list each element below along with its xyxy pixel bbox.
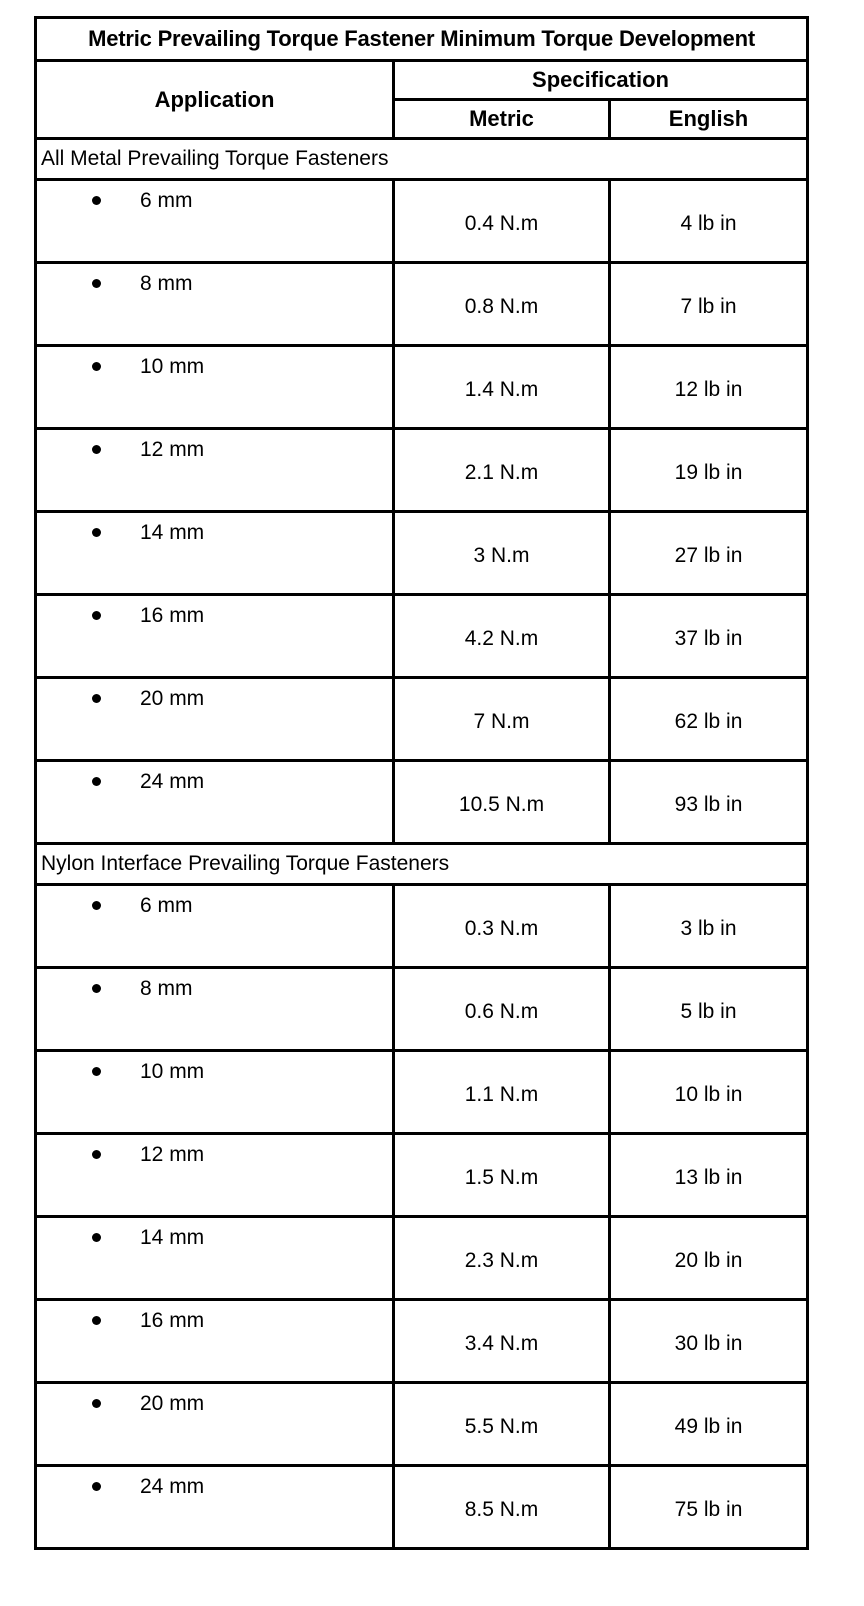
- bullet-icon: [92, 1316, 101, 1325]
- metric-header: Metric: [394, 100, 610, 139]
- fastener-size: 10 mm: [140, 355, 205, 378]
- application-cell: [36, 968, 394, 1051]
- table-row: [36, 429, 808, 512]
- english-value: 13 lb in: [610, 1134, 808, 1217]
- english-value: 27 lb in: [610, 512, 808, 595]
- table-body: [36, 18, 808, 1549]
- bullet-icon: [92, 1233, 101, 1242]
- bullet-icon: [92, 694, 101, 703]
- application-cell: [36, 595, 394, 678]
- metric-value: 0.4 N.m: [394, 180, 610, 263]
- application-cell: [36, 180, 394, 263]
- table-row: [36, 263, 808, 346]
- english-value: 37 lb in: [610, 595, 808, 678]
- fastener-size: 24 mm: [140, 1475, 205, 1498]
- table-row: [36, 180, 808, 263]
- english-value: 12 lb in: [610, 346, 808, 429]
- bullet-icon: [92, 1067, 101, 1076]
- metric-value: 4.2 N.m: [394, 595, 610, 678]
- english-value: 30 lb in: [610, 1300, 808, 1383]
- table-row: [36, 1383, 808, 1466]
- fastener-size: 14 mm: [140, 1226, 205, 1249]
- fastener-size: 6 mm: [140, 189, 193, 212]
- application-cell: [36, 263, 394, 346]
- section-label: Nylon Interface Prevailing Torque Fasteners: [36, 844, 808, 885]
- bullet-icon: [92, 445, 101, 454]
- table-row: [36, 1466, 808, 1549]
- bullet-icon: [92, 611, 101, 620]
- bullet-icon: [92, 777, 101, 786]
- table-row: [36, 512, 808, 595]
- table-row: [36, 1217, 808, 1300]
- english-value: 10 lb in: [610, 1051, 808, 1134]
- metric-value: 8.5 N.m: [394, 1466, 610, 1549]
- bullet-icon: [92, 528, 101, 537]
- english-value: 4 lb in: [610, 180, 808, 263]
- metric-value: 7 N.m: [394, 678, 610, 761]
- fastener-size: 12 mm: [140, 1143, 205, 1166]
- metric-value: 1.1 N.m: [394, 1051, 610, 1134]
- application-cell: [36, 1134, 394, 1217]
- specification-header: Specification: [394, 61, 808, 100]
- fastener-size: 6 mm: [140, 894, 193, 917]
- fastener-size: 8 mm: [140, 977, 193, 1000]
- application-cell: [36, 761, 394, 844]
- bullet-icon: [92, 1399, 101, 1408]
- metric-value: 2.3 N.m: [394, 1217, 610, 1300]
- fastener-size: 8 mm: [140, 272, 193, 295]
- bullet-icon: [92, 279, 101, 288]
- bullet-icon: [92, 1150, 101, 1159]
- application-cell: [36, 1383, 394, 1466]
- application-cell: [36, 429, 394, 512]
- application-cell: [36, 1300, 394, 1383]
- english-value: 62 lb in: [610, 678, 808, 761]
- table-row: [36, 595, 808, 678]
- application-cell: [36, 512, 394, 595]
- title-row: [36, 18, 808, 61]
- fastener-size: 10 mm: [140, 1060, 205, 1083]
- header-row-1: [36, 61, 808, 100]
- table-row: [36, 885, 808, 968]
- application-cell: [36, 678, 394, 761]
- fastener-size: 14 mm: [140, 521, 205, 544]
- bullet-icon: [92, 196, 101, 205]
- metric-value: 5.5 N.m: [394, 1383, 610, 1466]
- application-header: Application: [36, 61, 394, 139]
- fastener-size: 24 mm: [140, 770, 205, 793]
- metric-value: 0.6 N.m: [394, 968, 610, 1051]
- metric-value: 1.4 N.m: [394, 346, 610, 429]
- bullet-icon: [92, 362, 101, 371]
- english-value: 5 lb in: [610, 968, 808, 1051]
- metric-value: 1.5 N.m: [394, 1134, 610, 1217]
- fastener-size: 20 mm: [140, 687, 205, 710]
- section-row: [36, 844, 808, 885]
- table-row: [36, 1051, 808, 1134]
- metric-value: 3 N.m: [394, 512, 610, 595]
- section-row: [36, 139, 808, 180]
- application-cell: [36, 346, 394, 429]
- table-row: [36, 1300, 808, 1383]
- english-value: 49 lb in: [610, 1383, 808, 1466]
- metric-value: 10.5 N.m: [394, 761, 610, 844]
- metric-value: 3.4 N.m: [394, 1300, 610, 1383]
- bullet-icon: [92, 984, 101, 993]
- english-value: 7 lb in: [610, 263, 808, 346]
- english-value: 3 lb in: [610, 885, 808, 968]
- fastener-size: 12 mm: [140, 438, 205, 461]
- table-row: [36, 678, 808, 761]
- application-cell: [36, 885, 394, 968]
- english-header: English: [610, 100, 808, 139]
- metric-value: 0.3 N.m: [394, 885, 610, 968]
- fastener-size: 16 mm: [140, 604, 205, 627]
- section-label: All Metal Prevailing Torque Fasteners: [36, 139, 808, 180]
- table-row: [36, 761, 808, 844]
- fastener-size: 16 mm: [140, 1309, 205, 1332]
- table-row: [36, 1134, 808, 1217]
- bullet-icon: [92, 901, 101, 910]
- application-cell: [36, 1051, 394, 1134]
- english-value: 20 lb in: [610, 1217, 808, 1300]
- english-value: 75 lb in: [610, 1466, 808, 1549]
- english-value: 93 lb in: [610, 761, 808, 844]
- metric-value: 0.8 N.m: [394, 263, 610, 346]
- table-title: Metric Prevailing Torque Fastener Minimum Torque Development: [36, 18, 808, 61]
- torque-spec-table: [34, 16, 809, 1550]
- english-value: 19 lb in: [610, 429, 808, 512]
- table-row: [36, 968, 808, 1051]
- application-cell: [36, 1217, 394, 1300]
- application-cell: [36, 1466, 394, 1549]
- table-row: [36, 346, 808, 429]
- metric-value: 2.1 N.m: [394, 429, 610, 512]
- bullet-icon: [92, 1482, 101, 1491]
- fastener-size: 20 mm: [140, 1392, 205, 1415]
